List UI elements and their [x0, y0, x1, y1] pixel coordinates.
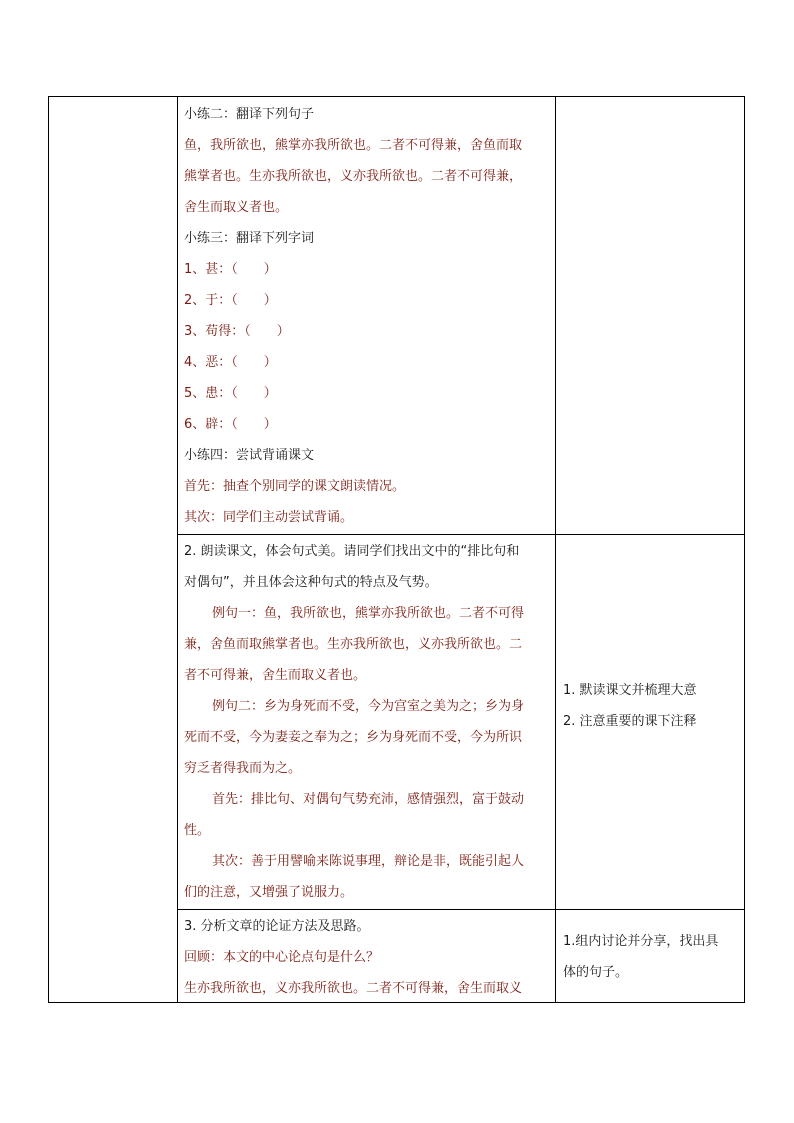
practice-line: 熊掌者也。生亦我所欲也，义亦我所欲也。二者不可得兼， — [184, 169, 523, 184]
argument-analysis-cell — [184, 911, 552, 1004]
activity-line: 1. 默读课文并梳理大意 — [563, 683, 697, 698]
activity-line: 2. 注意重要的课下注释 — [563, 714, 697, 729]
practice-line: 鱼，我所欲也，熊掌亦我所欲也。二者不可得兼，舍鱼而取 — [184, 138, 523, 153]
reading-line: 性。 — [184, 823, 211, 838]
reading-line: 兼，舍鱼而取熊掌者也。生亦我所欲也，义亦我所欲也。二 — [184, 637, 523, 652]
practice-line: 4、恶：（ ） — [184, 355, 277, 370]
column-divider-1 — [177, 97, 178, 1002]
reading-line: 们的注意，又增强了说服力。 — [184, 885, 354, 900]
practice-line: 其次：同学们主动尝试背诵。 — [184, 510, 354, 525]
lesson-plan-table — [48, 96, 745, 1003]
activity-line: 体的句子。 — [563, 965, 629, 980]
practice-line: 小练二：翻译下列句子 — [184, 107, 315, 122]
activity-line: 1.组内讨论并分享，找出具 — [563, 934, 719, 949]
reading-line: 2. 朗读课文，体会句式美。请同学们找出文中的“排比句和 — [184, 544, 520, 559]
row-divider-1 — [177, 534, 744, 535]
reading-line: 死而不受，今为妻妾之奉为之；乡为身死而不受，今为所识 — [184, 730, 523, 745]
student-activity-cell-2 — [563, 926, 743, 988]
column-divider-2 — [555, 97, 556, 1002]
reading-line: 对偶句”，并且体会这种句式的特点及气势。 — [184, 575, 438, 590]
reading-line: 例句一：鱼，我所欲也，熊掌亦我所欲也。二者不可得 — [212, 606, 525, 621]
practice-line: 2、于：（ ） — [184, 293, 277, 308]
practice-line: 舍生而取义者也。 — [184, 200, 289, 215]
student-activity-cell-1 — [563, 675, 743, 737]
practice-line: 首先：抽查个别同学的课文朗读情况。 — [184, 479, 406, 494]
argument-line: 回顾：本文的中心论点句是什么？ — [184, 950, 380, 965]
reading-line: 例句二：乡为身死而不受，今为宫室之美为之；乡为身 — [212, 699, 525, 714]
practice-exercises-cell — [184, 99, 552, 533]
practice-line: 6、辟：（ ） — [184, 417, 277, 432]
reading-line: 穷乏者得我而为之。 — [184, 761, 302, 776]
practice-line: 3、苟得：（ ） — [184, 324, 290, 339]
practice-line: 1、甚：（ ） — [184, 262, 277, 277]
reading-analysis-cell — [184, 536, 552, 908]
argument-line: 3. 分析文章的论证方法及思路。 — [184, 919, 370, 934]
reading-line: 首先：排比句、对偶句气势充沛，感情强烈，富于鼓动 — [212, 792, 525, 807]
practice-line: 小练四：尝试背诵课文 — [184, 448, 315, 463]
row-divider-2 — [177, 909, 744, 910]
practice-line: 5、患：（ ） — [184, 386, 277, 401]
argument-line: 生亦我所欲也，义亦我所欲也。二者不可得兼，舍生而取义 — [184, 981, 523, 996]
reading-line: 其次：善于用譬喻来陈说事理，辩论是非，既能引起人 — [212, 854, 525, 869]
reading-line: 者不可得兼，舍生而取义者也。 — [184, 668, 367, 683]
practice-line: 小练三：翻译下列字词 — [184, 231, 315, 246]
